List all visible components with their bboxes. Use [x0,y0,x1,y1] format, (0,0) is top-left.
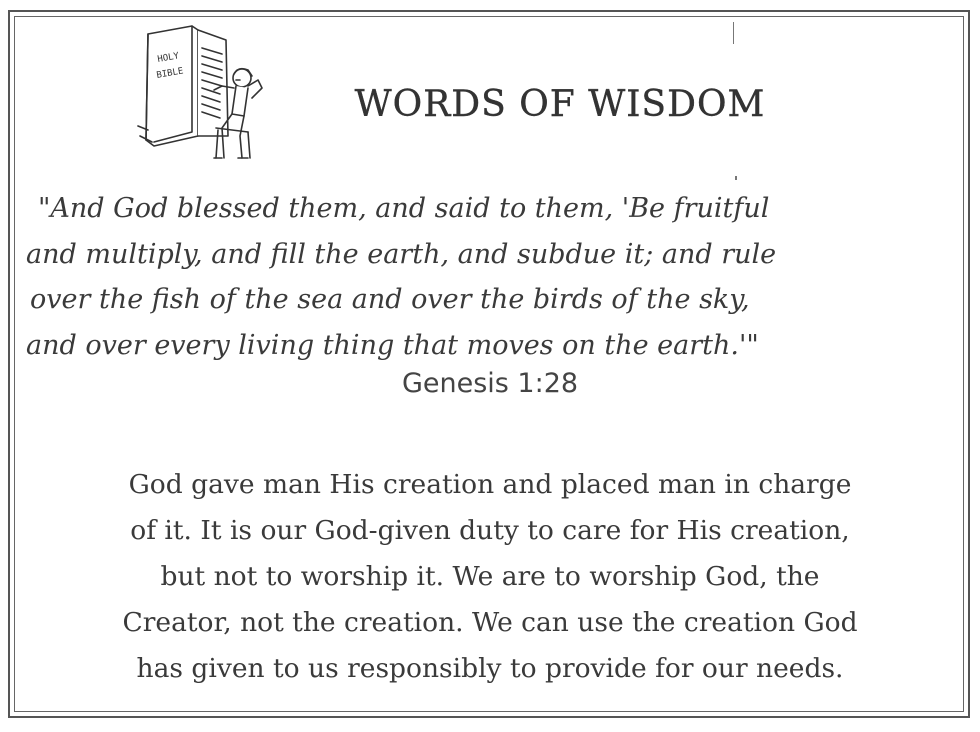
verse-line: and multiply, and fill the earth, and subdue it; and rule [26,238,777,270]
verse-line: over the fish of the sea and over the birds of the sky, [30,284,750,315]
print-speck [733,22,734,44]
commentary-line: but not to worship it. We are to worship God, the [160,561,820,592]
print-speck [735,176,737,180]
commentary-line: of it. It is our God-given duty to care for His creation, [130,515,850,546]
commentary-paragraph [20,462,960,692]
commentary-line: Creator, not the creation. We can use the creation God [122,607,858,638]
page-title: WORDS OF WISDOM [354,84,766,125]
commentary-line: God gave man His creation and placed man in charge [128,469,852,500]
bible-reader-icon [130,18,280,166]
commentary-line: has given to us responsibly to provide for our needs. [136,653,844,684]
scripture-quote [26,186,954,368]
book-label-bible: BIBLE [155,66,185,81]
verse-line: "And God blessed them, and said to them, 'Be fruitful [38,193,770,224]
verse-reference: Genesis 1:28 [401,368,579,399]
verse-line: and over every living thing that moves on the earth.'" [26,329,759,361]
book-label-holy: HOLY [156,51,180,65]
